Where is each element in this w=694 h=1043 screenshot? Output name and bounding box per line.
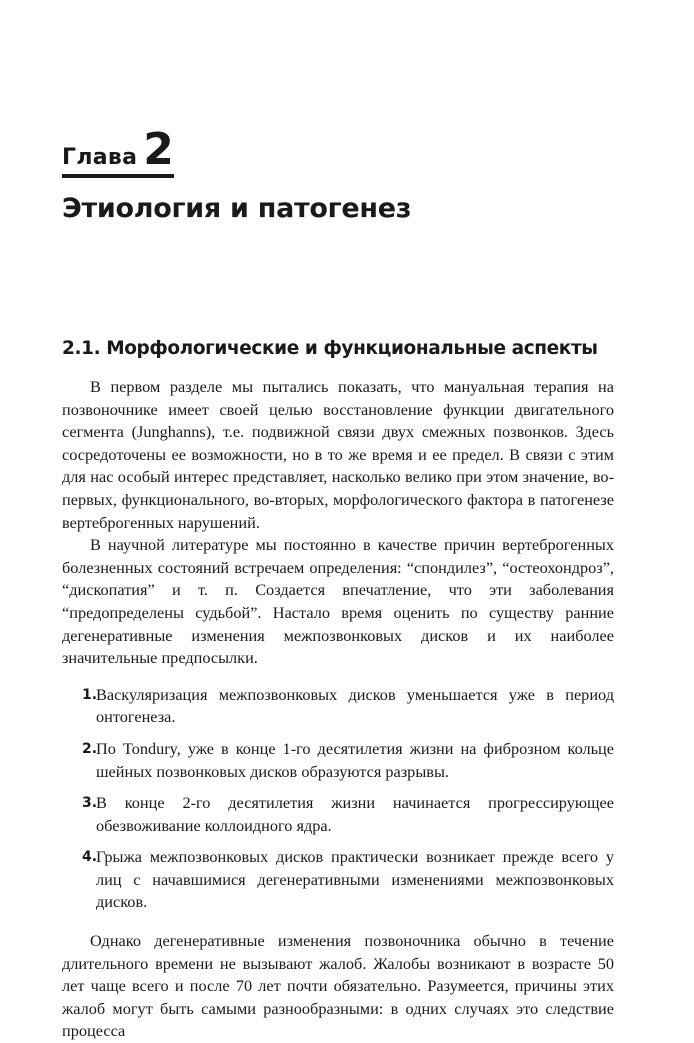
list-item bbox=[62, 684, 614, 729]
list-item bbox=[62, 792, 614, 837]
list-item-number: 2. bbox=[82, 740, 98, 757]
paragraph: Однако дегенеративные изменения позвоночника обычно в течение длительного времени не вызывают жалоб. Жалобы возникают в возрасте 50 лет чаще всего и после 70 лет почти обязательно. Разумеется, причины этих жалоб могут быть самыми разнообразными: в одних случаях это следствие процесса bbox=[62, 931, 614, 1041]
list-item-text: Васкуляризация межпозвонковых дисков уменьшается уже в период онтогенеза. bbox=[96, 684, 614, 727]
section-title: 2.1. Морфологические и функциональные аспекты bbox=[62, 338, 598, 359]
chapter-number: 2 bbox=[143, 124, 174, 175]
paragraph: В научной литературе мы постоянно в качестве причин вертеброгенных болезненных состояний встречаем определения: “спондилез”, “остеохондроз”, “дископатия” и т. п. Создается впечатление, что эти заболевания “предопределены судьбой”. Настало время оценить по существу ранние дегенеративные изменения межпозвонковых дисков и их наиболее значительные предпосылки. bbox=[62, 535, 614, 668]
numbered-list bbox=[62, 684, 614, 914]
chapter-label bbox=[62, 124, 174, 178]
chapter-word: Глава bbox=[62, 145, 138, 170]
list-item-text: Грыжа межпозвонковых дисков практически возникает прежде всего у лиц с начавшимися дегенеративными изменениями межпозвонковых дисков. bbox=[96, 847, 614, 912]
chapter-title: Этиология и патогенез bbox=[62, 193, 412, 224]
list-item-number: 1. bbox=[82, 686, 98, 703]
list-item bbox=[62, 846, 614, 914]
list-item-text: В конце 2-го десятилетия жизни начинается прогрессирующее обезвоживание коллоидного ядра. bbox=[96, 793, 614, 835]
list-item-number: 3. bbox=[82, 795, 98, 812]
list-item-number: 4. bbox=[82, 849, 98, 866]
body-text bbox=[62, 376, 614, 1043]
list-item-text: По Tondury, уже в конце 1-го десятилетия жизни на фиброзном кольце шейных позвонковых дисков образуются разрывы. bbox=[96, 738, 614, 781]
paragraph: В первом разделе мы пытались показать, что мануальная терапия на позвоночнике имеет своей целью восстановление функции двигательного сегмента (Junghanns), т.е. подвижной связи двух смежных позвонков. Здесь сосредоточены ее возможности, но в то же время и ее предел. В связи с этим для нас особый интерес представляет, насколько велико при этом значение, во-первых, функционального, во-вторых, морфологического фактора в патогенезе вертеброгенных нарушений. bbox=[62, 377, 614, 532]
list-item bbox=[62, 738, 614, 783]
book-page bbox=[62, 0, 614, 1041]
